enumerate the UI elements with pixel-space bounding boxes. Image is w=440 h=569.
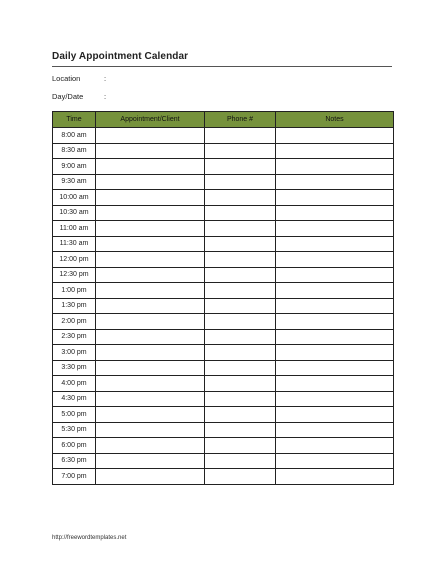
- time-cell: 11:30 am: [53, 236, 96, 252]
- appointment-client-cell[interactable]: [96, 190, 205, 206]
- header-notes: Notes: [276, 112, 394, 128]
- appointment-client-cell[interactable]: [96, 391, 205, 407]
- notes-cell[interactable]: [276, 221, 394, 237]
- table-row: [53, 422, 394, 438]
- appointment-client-cell[interactable]: [96, 376, 205, 392]
- table-row: [53, 128, 394, 144]
- table-row: [53, 252, 394, 268]
- appointment-client-cell[interactable]: [96, 298, 205, 314]
- table-row: [53, 360, 394, 376]
- time-cell: 12:00 pm: [53, 252, 96, 268]
- notes-cell[interactable]: [276, 236, 394, 252]
- appointment-client-cell[interactable]: [96, 360, 205, 376]
- table-body: [53, 128, 394, 485]
- phone-cell[interactable]: [205, 283, 276, 299]
- time-cell: 12:30 pm: [53, 267, 96, 283]
- appointment-client-cell[interactable]: [96, 205, 205, 221]
- phone-cell[interactable]: [205, 174, 276, 190]
- table-row: [53, 298, 394, 314]
- phone-cell[interactable]: [205, 190, 276, 206]
- notes-cell[interactable]: [276, 128, 394, 144]
- table-row: [53, 376, 394, 392]
- time-cell: 2:30 pm: [53, 329, 96, 345]
- table-row: [53, 314, 394, 330]
- notes-cell[interactable]: [276, 376, 394, 392]
- table-row: [53, 221, 394, 237]
- notes-cell[interactable]: [276, 298, 394, 314]
- notes-cell[interactable]: [276, 407, 394, 423]
- phone-cell[interactable]: [205, 221, 276, 237]
- time-cell: 4:30 pm: [53, 391, 96, 407]
- notes-cell[interactable]: [276, 190, 394, 206]
- appointment-client-cell[interactable]: [96, 267, 205, 283]
- appointment-client-cell[interactable]: [96, 159, 205, 175]
- phone-cell[interactable]: [205, 298, 276, 314]
- phone-cell[interactable]: [205, 438, 276, 454]
- header-phone: Phone #: [205, 112, 276, 128]
- time-cell: 2:00 pm: [53, 314, 96, 330]
- table-row: [53, 143, 394, 159]
- phone-cell[interactable]: [205, 360, 276, 376]
- table-row: [53, 453, 394, 469]
- notes-cell[interactable]: [276, 174, 394, 190]
- notes-cell[interactable]: [276, 143, 394, 159]
- daydate-colon: :: [104, 92, 107, 101]
- time-cell: 9:00 am: [53, 159, 96, 175]
- appointment-table: [52, 111, 394, 485]
- appointment-client-cell[interactable]: [96, 283, 205, 299]
- location-field: [52, 74, 107, 83]
- time-cell: 8:30 am: [53, 143, 96, 159]
- time-cell: 5:30 pm: [53, 422, 96, 438]
- phone-cell[interactable]: [205, 407, 276, 423]
- location-colon: :: [104, 74, 107, 83]
- table-row: [53, 159, 394, 175]
- time-cell: 9:30 am: [53, 174, 96, 190]
- phone-cell[interactable]: [205, 469, 276, 485]
- appointment-client-cell[interactable]: [96, 128, 205, 144]
- appointment-client-cell[interactable]: [96, 236, 205, 252]
- phone-cell[interactable]: [205, 128, 276, 144]
- phone-cell[interactable]: [205, 422, 276, 438]
- appointment-client-cell[interactable]: [96, 345, 205, 361]
- notes-cell[interactable]: [276, 205, 394, 221]
- table-row: [53, 469, 394, 485]
- table-row: [53, 345, 394, 361]
- daydate-label: Day/Date: [52, 92, 84, 101]
- time-cell: 7:00 pm: [53, 469, 96, 485]
- table-row: [53, 438, 394, 454]
- notes-cell[interactable]: [276, 360, 394, 376]
- phone-cell[interactable]: [205, 314, 276, 330]
- table-row: [53, 205, 394, 221]
- time-cell: 6:30 pm: [53, 453, 96, 469]
- phone-cell[interactable]: [205, 205, 276, 221]
- phone-cell[interactable]: [205, 453, 276, 469]
- phone-cell[interactable]: [205, 236, 276, 252]
- appointment-client-cell[interactable]: [96, 252, 205, 268]
- daydate-field: [52, 92, 107, 101]
- table-row: [53, 407, 394, 423]
- time-cell: 11:00 am: [53, 221, 96, 237]
- appointment-client-cell[interactable]: [96, 469, 205, 485]
- notes-cell[interactable]: [276, 329, 394, 345]
- phone-cell[interactable]: [205, 345, 276, 361]
- notes-cell[interactable]: [276, 252, 394, 268]
- phone-cell[interactable]: [205, 376, 276, 392]
- time-cell: 3:00 pm: [53, 345, 96, 361]
- time-cell: 5:00 pm: [53, 407, 96, 423]
- notes-cell[interactable]: [276, 438, 394, 454]
- notes-cell[interactable]: [276, 267, 394, 283]
- notes-cell[interactable]: [276, 453, 394, 469]
- time-cell: 1:30 pm: [53, 298, 96, 314]
- table-row: [53, 236, 394, 252]
- appointment-client-cell[interactable]: [96, 314, 205, 330]
- appointment-client-cell[interactable]: [96, 438, 205, 454]
- time-cell: 6:00 pm: [53, 438, 96, 454]
- phone-cell[interactable]: [205, 391, 276, 407]
- phone-cell[interactable]: [205, 267, 276, 283]
- notes-cell[interactable]: [276, 345, 394, 361]
- time-cell: 10:30 am: [53, 205, 96, 221]
- footer-url: http://freewordtemplates.net: [52, 535, 127, 541]
- notes-cell[interactable]: [276, 314, 394, 330]
- table-row: [53, 391, 394, 407]
- time-cell: 1:00 pm: [53, 283, 96, 299]
- notes-cell[interactable]: [276, 159, 394, 175]
- phone-cell[interactable]: [205, 329, 276, 345]
- header-appointment-client: Appointment/Client: [96, 112, 205, 128]
- appointment-client-cell[interactable]: [96, 453, 205, 469]
- time-cell: 8:00 am: [53, 128, 96, 144]
- phone-cell[interactable]: [205, 252, 276, 268]
- time-cell: 3:30 pm: [53, 360, 96, 376]
- table-row: [53, 329, 394, 345]
- phone-cell[interactable]: [205, 143, 276, 159]
- table-row: [53, 190, 394, 206]
- appointment-client-cell[interactable]: [96, 329, 205, 345]
- appointment-client-cell[interactable]: [96, 407, 205, 423]
- table-row: [53, 267, 394, 283]
- title-divider: [52, 66, 392, 67]
- table-header-row: [53, 112, 394, 128]
- table-row: [53, 283, 394, 299]
- time-cell: 4:00 pm: [53, 376, 96, 392]
- page-title: Daily Appointment Calendar: [52, 51, 189, 62]
- phone-cell[interactable]: [205, 159, 276, 175]
- notes-cell[interactable]: [276, 422, 394, 438]
- notes-cell[interactable]: [276, 283, 394, 299]
- appointment-client-cell[interactable]: [96, 422, 205, 438]
- time-cell: 10:00 am: [53, 190, 96, 206]
- notes-cell[interactable]: [276, 469, 394, 485]
- appointment-client-cell[interactable]: [96, 221, 205, 237]
- appointment-client-cell[interactable]: [96, 174, 205, 190]
- appointment-client-cell[interactable]: [96, 143, 205, 159]
- notes-cell[interactable]: [276, 391, 394, 407]
- location-label: Location: [52, 74, 81, 83]
- header-time: Time: [53, 112, 96, 128]
- table-row: [53, 174, 394, 190]
